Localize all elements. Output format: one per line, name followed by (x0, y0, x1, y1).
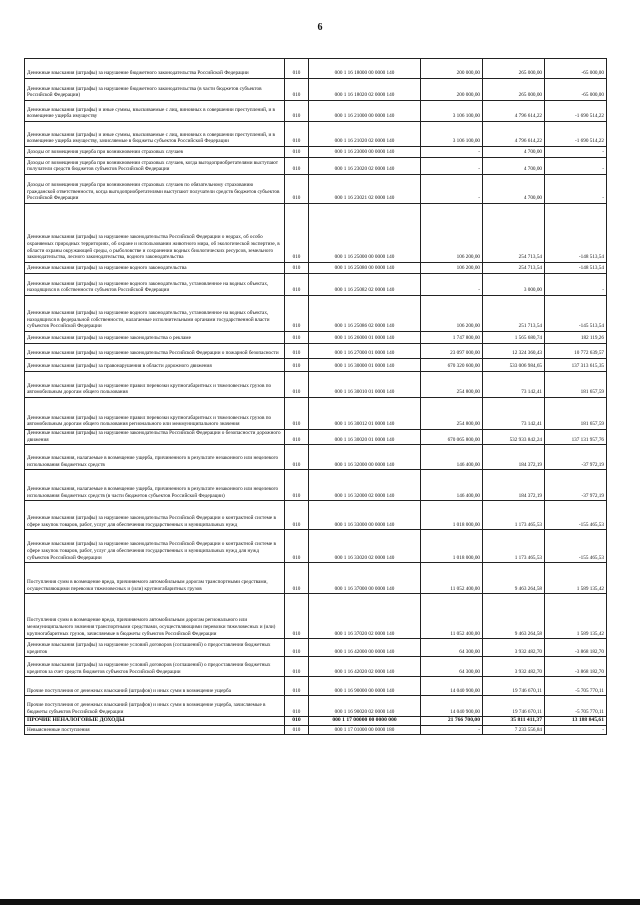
row-executed-cell: 3 000,00 (483, 274, 545, 296)
row-budget-code-cell: 000 1 16 27000 01 0000 140 (309, 344, 421, 359)
table-row (25, 296, 607, 332)
row-planned-cell: 146 400,00 (421, 445, 483, 470)
row-executed-cell: 9 463 264,58 (483, 563, 545, 594)
row-planned-cell: 64 300,00 (421, 657, 483, 677)
row-planned-cell: 106 200,00 (421, 296, 483, 332)
row-budget-code-cell: 000 1 16 23021 02 0000 140 (309, 175, 421, 204)
row-planned-cell: 1 747 800,00 (421, 332, 483, 344)
row-line-code-cell: 010 (285, 639, 309, 657)
row-unexecuted-cell: - (545, 147, 607, 158)
row-planned-cell: - (421, 726, 483, 735)
row-name-cell: Денежные взыскания (штрафы) за нарушение законодательства Российской Федерации о безопасности дорожного движения (25, 430, 285, 445)
row-budget-code-cell: 000 1 16 37020 02 0000 140 (309, 594, 421, 639)
row-executed-cell: 4 700,00 (483, 175, 545, 204)
table-row (25, 147, 607, 158)
row-planned-cell: 23 097 000,00 (421, 344, 483, 359)
row-budget-code-cell: 000 1 16 42000 00 0000 140 (309, 639, 421, 657)
table-row (25, 677, 607, 696)
row-name-cell: Прочие поступления от денежных взысканий (штрафов) и иных сумм в возмещение ущерба, зачисляемые в бюджеты субъектов Российской Федерации (25, 696, 285, 717)
table-row (25, 344, 607, 359)
row-name-cell: Доходы от возмещения ущерба при возникновении страховых случаев, когда выгодоприобретателями выступают получатели средств бюджетов субъектов Российской Федерации (25, 158, 285, 175)
table-row (25, 530, 607, 563)
row-unexecuted-cell: -37 972,19 (545, 470, 607, 501)
row-unexecuted-cell: -65 000,00 (545, 59, 607, 79)
row-planned-cell: 3 106 100,00 (421, 122, 483, 147)
table-row (25, 726, 607, 735)
table-row (25, 445, 607, 470)
table-row (25, 717, 607, 726)
row-budget-code-cell: 000 1 16 26000 01 0000 140 (309, 332, 421, 344)
row-planned-cell: - (421, 147, 483, 158)
table-row (25, 398, 607, 430)
row-unexecuted-cell: 13 188 845,61 (545, 717, 607, 726)
row-line-code-cell: 010 (285, 677, 309, 696)
row-budget-code-cell: 000 1 16 30010 01 0000 140 (309, 372, 421, 398)
row-unexecuted-cell: -3 868 182,70 (545, 657, 607, 677)
row-planned-cell: - (421, 175, 483, 204)
row-name-cell: Денежные взыскания (штрафы) за нарушение водного законодательства, установленное на водных объектах, находящихся в федеральной собственности, налагаемые исполнительными органами государственной власти субъектов Российской Федерации (25, 296, 285, 332)
row-name-cell: Денежные взыскания (штрафы) за нарушение условий договоров (соглашений) о предоставлении бюджетных кредитов за счет средств бюджетов субъектов Российской Федерации (25, 657, 285, 677)
row-name-cell: Денежные взыскания (штрафы) за нарушение правил перевозки крупногабаритных и тяжеловесных грузов по автомобильным дорогам общего пользования регионального или межмуниципального значения (25, 398, 285, 430)
table-row (25, 204, 607, 263)
row-line-code-cell: 010 (285, 594, 309, 639)
row-line-code-cell: 010 (285, 359, 309, 372)
row-budget-code-cell: 000 1 16 90020 02 0000 140 (309, 696, 421, 717)
row-line-code-cell: 010 (285, 657, 309, 677)
row-executed-cell: 4 796 614,22 (483, 122, 545, 147)
row-budget-code-cell: 000 1 16 21020 02 0000 140 (309, 122, 421, 147)
row-executed-cell: 251 713,54 (483, 296, 545, 332)
row-unexecuted-cell: 181 657,59 (545, 398, 607, 430)
row-executed-cell: 184 372,19 (483, 445, 545, 470)
row-executed-cell: 12 324 360,43 (483, 344, 545, 359)
row-line-code-cell: 010 (285, 79, 309, 101)
row-budget-code-cell: 000 1 16 18020 02 0000 140 (309, 79, 421, 101)
table-row (25, 657, 607, 677)
row-name-cell: Денежные взыскания (штрафы) за нарушение законодательства Российской Федерации о контрактной системе в сфере закупок товаров, работ, услуг для обеспечения государственных и муниципальных нужд (25, 501, 285, 530)
row-unexecuted-cell: -1 690 514,22 (545, 122, 607, 147)
row-executed-cell: 254 713,54 (483, 204, 545, 263)
table-row (25, 263, 607, 274)
row-line-code-cell: 010 (285, 501, 309, 530)
row-executed-cell: 532 933 842,24 (483, 430, 545, 445)
table-row (25, 122, 607, 147)
row-executed-cell: 3 932 482,70 (483, 639, 545, 657)
row-name-cell: ПРОЧИЕ НЕНАЛОГОВЫЕ ДОХОДЫ (25, 717, 285, 726)
row-executed-cell: 4 796 614,22 (483, 101, 545, 122)
row-line-code-cell: 010 (285, 59, 309, 79)
row-budget-code-cell: 000 1 16 23000 00 0000 140 (309, 147, 421, 158)
row-executed-cell: 19 746 670,11 (483, 677, 545, 696)
row-unexecuted-cell: -3 868 182,70 (545, 639, 607, 657)
row-executed-cell: 7 233 556,84 (483, 726, 545, 735)
row-line-code-cell: 010 (285, 530, 309, 563)
row-name-cell: Денежные взыскания, налагаемые в возмещение ущерба, причиненного в результате незаконного или нецелевого использования бюджетных средств (25, 445, 285, 470)
row-executed-cell: 19 746 670,11 (483, 696, 545, 717)
row-name-cell: Денежные взыскания (штрафы) за нарушение бюджетного законодательства Российской Федерации (25, 59, 285, 79)
row-unexecuted-cell: -155 465,53 (545, 530, 607, 563)
revenue-report-table (24, 58, 607, 735)
row-budget-code-cell: 000 1 16 30000 01 0000 140 (309, 359, 421, 372)
row-name-cell: Денежные взыскания (штрафы) и иные суммы, взыскиваемые с лиц, виновных в совершении преступлений, и в возмещение ущерба имуществу, зачисляемые в бюджеты субъектов Российской Федерации (25, 122, 285, 147)
row-planned-cell: 64 300,00 (421, 639, 483, 657)
row-executed-cell: 254 713,54 (483, 263, 545, 274)
row-unexecuted-cell: -5 705 770,11 (545, 696, 607, 717)
row-name-cell: Денежные взыскания (штрафы) за нарушение условий договоров (соглашений) о предоставлении бюджетных кредитов (25, 639, 285, 657)
row-budget-code-cell: 000 1 16 25080 00 0000 140 (309, 263, 421, 274)
row-budget-code-cell: 000 1 16 32000 02 0000 140 (309, 470, 421, 501)
row-name-cell: Денежные взыскания (штрафы) за нарушение бюджетного законодательства (в части бюджетов субъектов Российской Федерации) (25, 79, 285, 101)
row-planned-cell: 670 320 600,00 (421, 359, 483, 372)
row-name-cell: Денежные взыскания, налагаемые в возмещение ущерба, причиненного в результате незаконного или нецелевого использования бюджетных средств (в части бюджетов субъектов Российской Федерации) (25, 470, 285, 501)
row-line-code-cell: 010 (285, 430, 309, 445)
row-planned-cell: 11 052 400,00 (421, 563, 483, 594)
row-name-cell: Доходы от возмещения ущерба при возникновении страховых случаев по обязательному страхованию гражданской ответственности, когда выгодоприобретателями выступают получатели средств бюджетов субъектов Российской Федерации (25, 175, 285, 204)
row-unexecuted-cell: 182 119,26 (545, 332, 607, 344)
row-unexecuted-cell: -37 972,19 (545, 445, 607, 470)
table-row (25, 274, 607, 296)
table-row (25, 175, 607, 204)
row-budget-code-cell: 000 1 16 25082 02 0000 140 (309, 274, 421, 296)
row-name-cell: Поступления сумм в возмещение вреда, причиняемого автомобильным дорогам транспортными средствами, осуществляющими перевозки тяжеловесных и (или) крупногабаритных грузов (25, 563, 285, 594)
row-line-code-cell: 010 (285, 726, 309, 735)
row-name-cell: Денежные взыскания (штрафы) за нарушение законодательства о рекламе (25, 332, 285, 344)
row-budget-code-cell: 000 1 16 21000 00 0000 140 (309, 101, 421, 122)
row-name-cell: Невыясненные поступления (25, 726, 285, 735)
report-table-body (25, 59, 607, 735)
row-budget-code-cell: 000 1 16 90000 00 0000 140 (309, 677, 421, 696)
row-executed-cell: 184 372,19 (483, 470, 545, 501)
row-executed-cell: 73 142,41 (483, 398, 545, 430)
row-executed-cell: 265 000,00 (483, 59, 545, 79)
row-unexecuted-cell: -145 513,54 (545, 296, 607, 332)
row-executed-cell: 1 565 680,74 (483, 332, 545, 344)
row-planned-cell: 11 052 400,00 (421, 594, 483, 639)
row-unexecuted-cell: - (545, 726, 607, 735)
row-budget-code-cell: 000 1 16 30020 01 0000 140 (309, 430, 421, 445)
table-row (25, 594, 607, 639)
row-unexecuted-cell: -148 513,54 (545, 263, 607, 274)
row-unexecuted-cell: 10 772 639,57 (545, 344, 607, 359)
table-row (25, 563, 607, 594)
row-planned-cell: 146 400,00 (421, 470, 483, 501)
row-line-code-cell: 010 (285, 296, 309, 332)
row-planned-cell: - (421, 158, 483, 175)
row-unexecuted-cell: -65 000,00 (545, 79, 607, 101)
row-line-code-cell: 010 (285, 101, 309, 122)
row-budget-code-cell: 000 1 17 00000 00 0000 000 (309, 717, 421, 726)
row-unexecuted-cell: -148 513,54 (545, 204, 607, 263)
row-unexecuted-cell: - (545, 175, 607, 204)
row-name-cell: Денежные взыскания (штрафы) за правонарушения в области дорожного движения (25, 359, 285, 372)
row-planned-cell: 670 065 800,00 (421, 430, 483, 445)
table-row (25, 430, 607, 445)
table-row (25, 470, 607, 501)
row-budget-code-cell: 000 1 16 33020 02 0000 140 (309, 530, 421, 563)
row-budget-code-cell: 000 1 16 37000 00 0000 140 (309, 563, 421, 594)
row-line-code-cell: 010 (285, 204, 309, 263)
row-unexecuted-cell: 1 589 135,42 (545, 563, 607, 594)
row-line-code-cell: 010 (285, 158, 309, 175)
row-line-code-cell: 010 (285, 372, 309, 398)
row-line-code-cell: 010 (285, 398, 309, 430)
row-budget-code-cell: 000 1 17 01000 00 0000 180 (309, 726, 421, 735)
row-budget-code-cell: 000 1 16 25086 02 0000 140 (309, 296, 421, 332)
row-unexecuted-cell: -5 705 770,11 (545, 677, 607, 696)
row-unexecuted-cell: -155 465,53 (545, 501, 607, 530)
row-planned-cell: 1 018 000,00 (421, 501, 483, 530)
row-unexecuted-cell: 181 657,59 (545, 372, 607, 398)
row-line-code-cell: 010 (285, 175, 309, 204)
row-unexecuted-cell: 137 131 957,76 (545, 430, 607, 445)
table-row (25, 501, 607, 530)
row-planned-cell: 3 106 100,00 (421, 101, 483, 122)
row-planned-cell: 200 000,00 (421, 79, 483, 101)
row-unexecuted-cell: -1 690 514,22 (545, 101, 607, 122)
row-budget-code-cell: 000 1 16 23020 02 0000 140 (309, 158, 421, 175)
table-row (25, 101, 607, 122)
row-line-code-cell: 010 (285, 445, 309, 470)
row-line-code-cell: 010 (285, 147, 309, 158)
table-row (25, 359, 607, 372)
row-line-code-cell: 010 (285, 274, 309, 296)
row-executed-cell: 4 700,00 (483, 147, 545, 158)
row-name-cell: Прочие поступления от денежных взысканий (штрафов) и иных сумм в возмещение ущерба (25, 677, 285, 696)
row-unexecuted-cell: - (545, 158, 607, 175)
row-planned-cell: - (421, 274, 483, 296)
row-name-cell: Денежные взыскания (штрафы) за нарушение водного законодательства, установленное на водных объектах, находящихся в собственности субъектов Российской Федерации (25, 274, 285, 296)
row-unexecuted-cell: 1 589 135,42 (545, 594, 607, 639)
row-line-code-cell: 010 (285, 332, 309, 344)
row-planned-cell: 200 000,00 (421, 59, 483, 79)
row-budget-code-cell: 000 1 16 30012 01 0000 140 (309, 398, 421, 430)
row-name-cell: Денежные взыскания (штрафы) за нарушение законодательства Российской Федерации о контрактной системе в сфере закупок товаров, работ, услуг для обеспечения государственных и муниципальных нужд для нужд субъектов Российской Федерации (25, 530, 285, 563)
row-line-code-cell: 010 (285, 717, 309, 726)
row-planned-cell: 254 800,00 (421, 372, 483, 398)
row-line-code-cell: 010 (285, 563, 309, 594)
row-name-cell: Доходы от возмещения ущерба при возникновении страховых случаев (25, 147, 285, 158)
row-planned-cell: 106 200,00 (421, 204, 483, 263)
row-planned-cell: 21 766 700,00 (421, 717, 483, 726)
row-planned-cell: 254 800,00 (421, 398, 483, 430)
row-line-code-cell: 010 (285, 470, 309, 501)
row-planned-cell: 14 040 900,00 (421, 677, 483, 696)
row-executed-cell: 73 142,41 (483, 372, 545, 398)
row-budget-code-cell: 000 1 16 42020 02 0000 140 (309, 657, 421, 677)
row-budget-code-cell: 000 1 16 25000 00 0000 140 (309, 204, 421, 263)
row-executed-cell: 9 463 264,58 (483, 594, 545, 639)
row-planned-cell: 1 018 000,00 (421, 530, 483, 563)
row-line-code-cell: 010 (285, 696, 309, 717)
row-executed-cell: 4 700,00 (483, 158, 545, 175)
table-row (25, 79, 607, 101)
row-name-cell: Денежные взыскания (штрафы) и иные суммы, взыскиваемые с лиц, виновных в совершении преступлений, и в возмещение ущерба имуществу (25, 101, 285, 122)
row-name-cell: Денежные взыскания (штрафы) за нарушение правил перевозки крупногабаритных и тяжеловесных грузов по автомобильным дорогам общего пользования (25, 372, 285, 398)
row-planned-cell: 14 040 900,00 (421, 696, 483, 717)
table-row (25, 158, 607, 175)
table-row (25, 332, 607, 344)
page-bottom-edge (0, 899, 640, 905)
row-budget-code-cell: 000 1 16 18000 00 0000 140 (309, 59, 421, 79)
row-executed-cell: 265 000,00 (483, 79, 545, 101)
row-executed-cell: 1 173 465,53 (483, 501, 545, 530)
row-planned-cell: 106 200,00 (421, 263, 483, 274)
row-name-cell: Денежные взыскания (штрафы) за нарушение водного законодательства (25, 263, 285, 274)
table-row (25, 372, 607, 398)
row-executed-cell: 533 006 984,65 (483, 359, 545, 372)
row-executed-cell: 3 932 482,70 (483, 657, 545, 677)
row-unexecuted-cell: - (545, 274, 607, 296)
table-row (25, 59, 607, 79)
row-name-cell: Поступления сумм в возмещение вреда, причиняемого автомобильным дорогам регионального или межмуниципального значения транспортными средствами, осуществляющими перевозки тяжеловесных и (или) крупногабаритных грузов, зачисляемые в бюджеты субъектов Российской Федерации (25, 594, 285, 639)
row-line-code-cell: 010 (285, 122, 309, 147)
page-number: 6 (317, 22, 323, 33)
row-executed-cell: 1 173 465,53 (483, 530, 545, 563)
row-unexecuted-cell: 137 313 615,35 (545, 359, 607, 372)
row-line-code-cell: 010 (285, 263, 309, 274)
table-row (25, 639, 607, 657)
row-budget-code-cell: 000 1 16 33000 00 0000 140 (309, 501, 421, 530)
row-budget-code-cell: 000 1 16 32000 00 0000 140 (309, 445, 421, 470)
row-executed-cell: 35 811 411,37 (483, 717, 545, 726)
row-line-code-cell: 010 (285, 344, 309, 359)
table-row (25, 696, 607, 717)
row-name-cell: Денежные взыскания (штрафы) за нарушение законодательства Российской Федерации о пожарной безопасности (25, 344, 285, 359)
row-name-cell: Денежные взыскания (штрафы) за нарушение законодательства Российской Федерации о недрах, об особо охраняемых природных территориях, об охране и использовании животного мира, об экологической экспертизе, в области охраны окружающей среды, о рыболовстве и сохранении водных биологических ресурсов, земельного законодательства, лесного законодательства, водного законодательства (25, 204, 285, 263)
